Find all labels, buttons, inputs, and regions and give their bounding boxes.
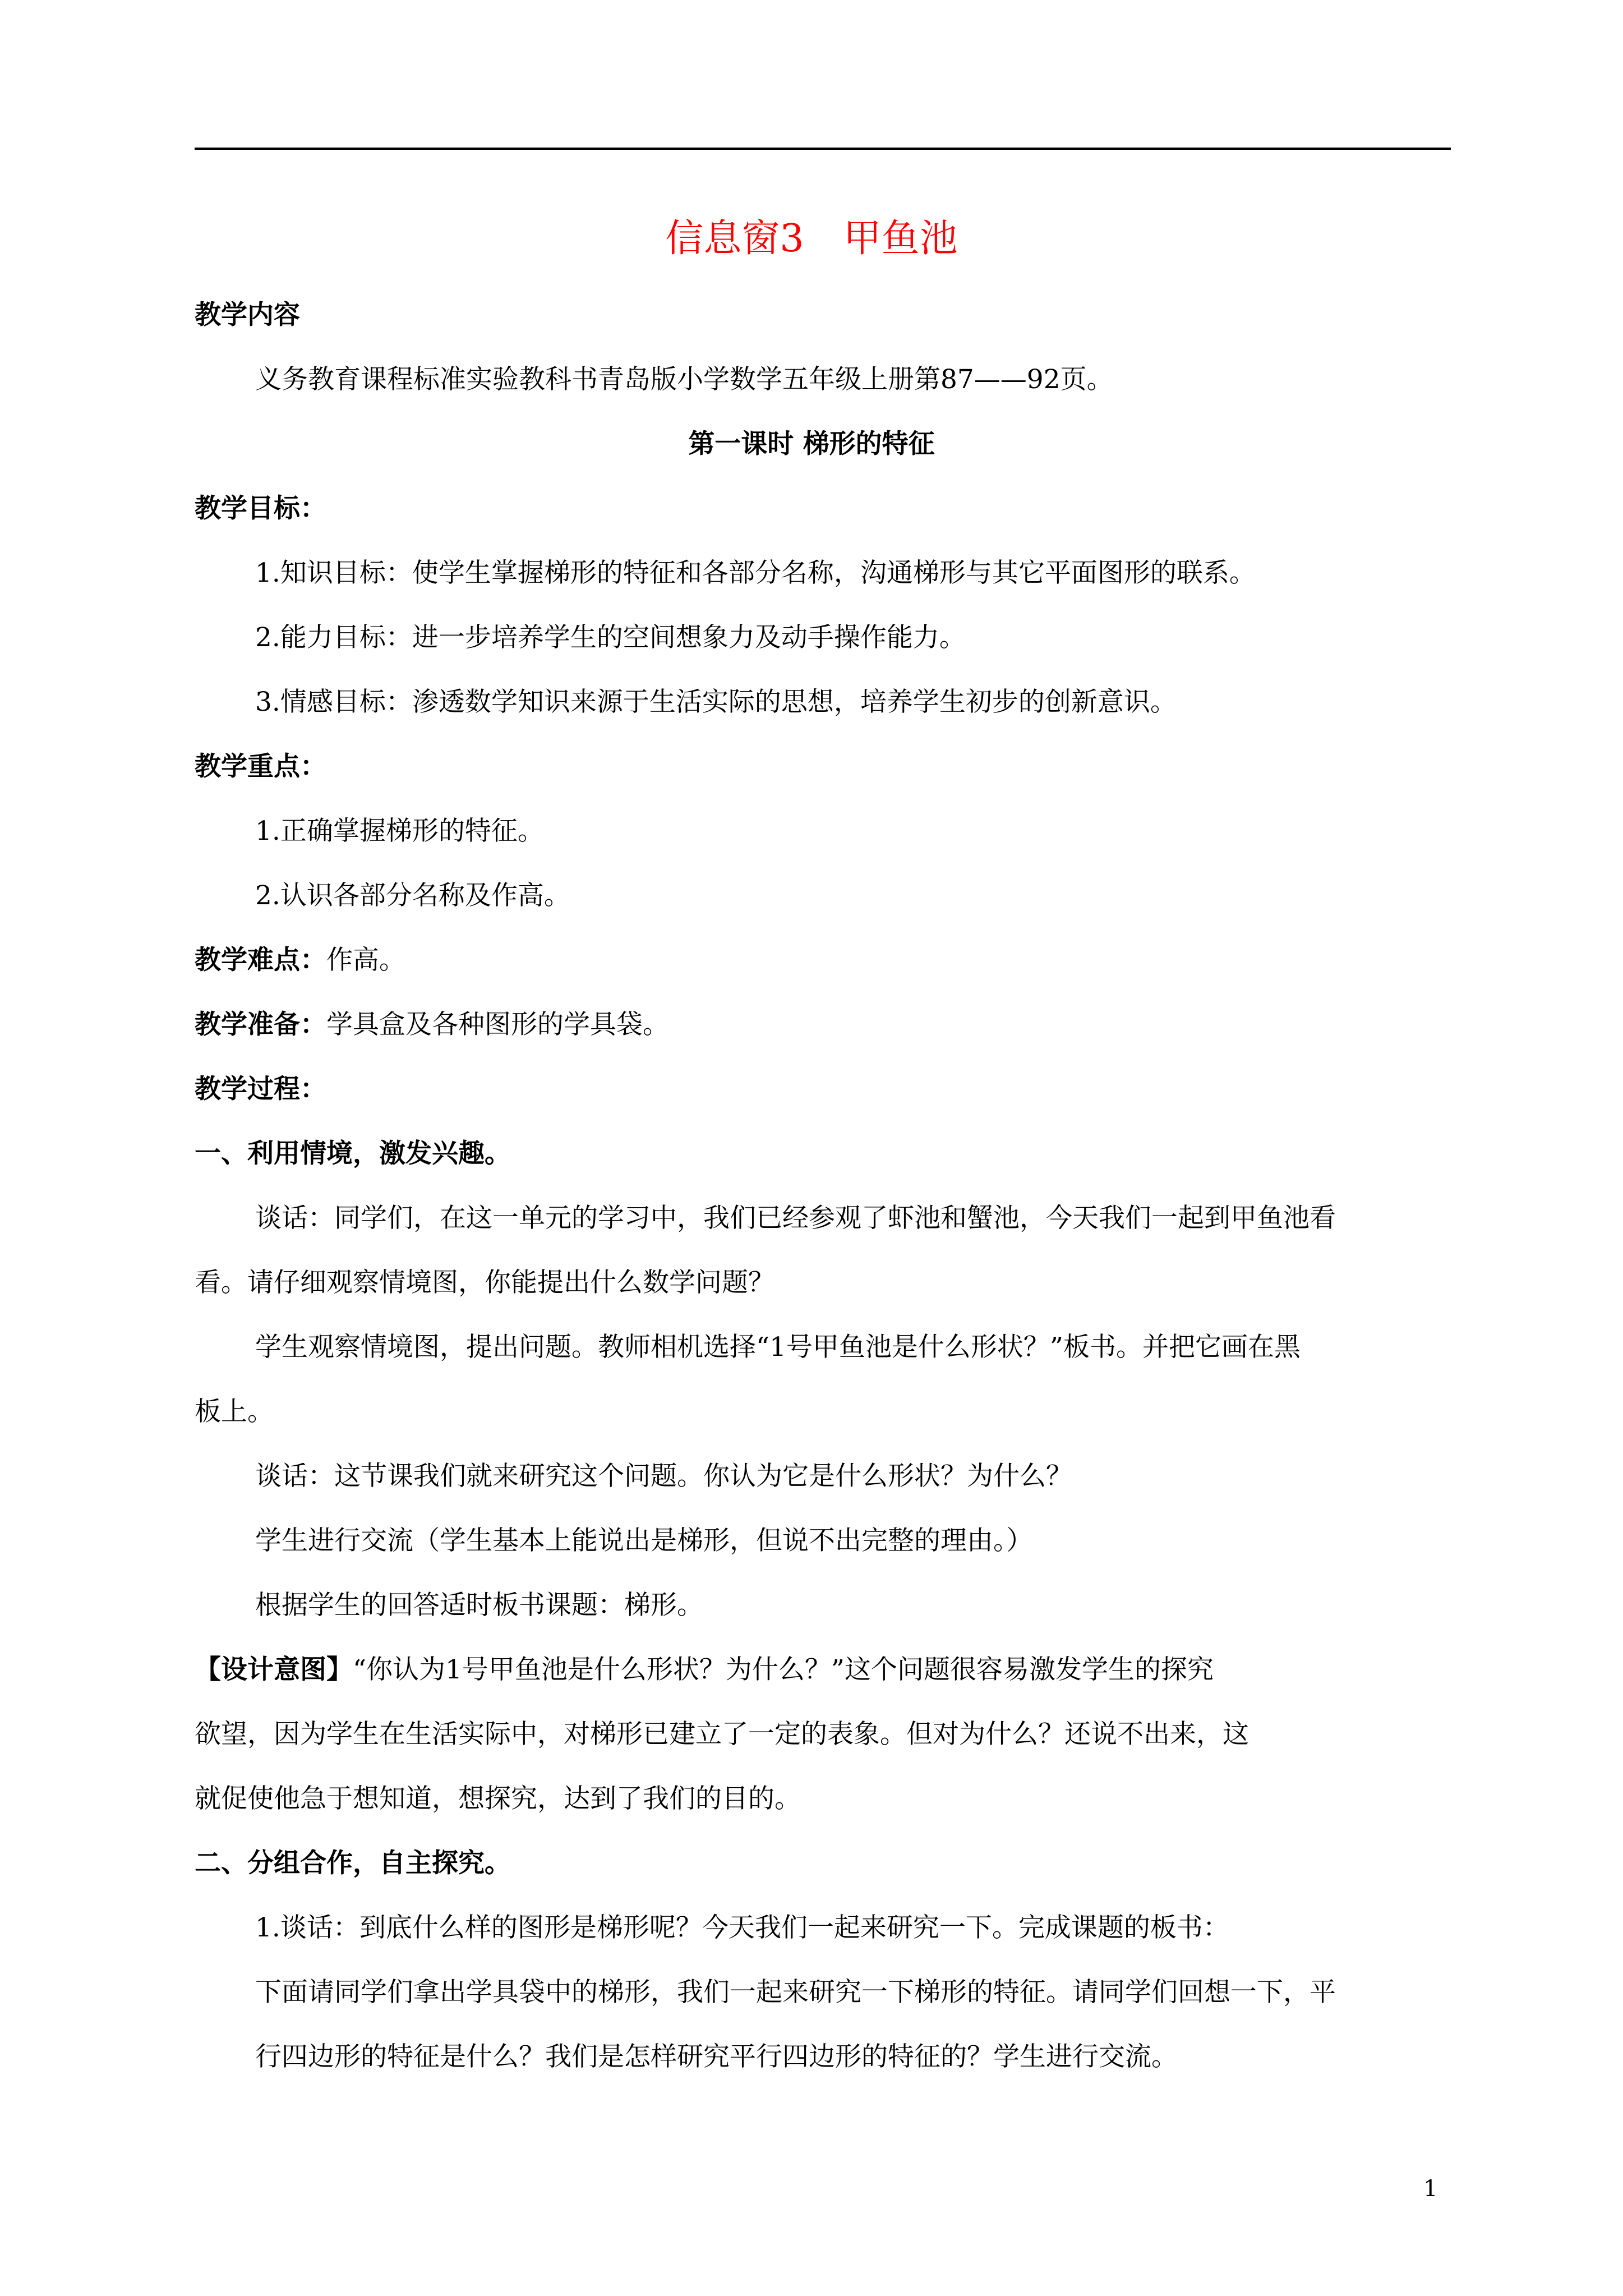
title-part2: 甲鱼池 — [843, 217, 958, 261]
objective-item: 3.情感目标：渗透数学知识来源于生活实际的思想，培养学生初步的创新意识。 — [255, 687, 1177, 717]
paragraph-line: 看。请仔细观察情境图，你能提出什么数学问题？ — [195, 1267, 774, 1298]
paragraph-line: 谈话：同学们，在这一单元的学习中，我们已经参观了虾池和蟹池，今天我们一起到甲鱼池看 — [255, 1203, 1336, 1234]
key-point-item: 2.认识各部分名称及作高。 — [255, 880, 570, 911]
design-intent-label: 【设计意图】 — [195, 1654, 353, 1685]
paragraph-line: 学生进行交流（学生基本上能说出是梯形，但说不出完整的理由。） — [255, 1525, 1033, 1556]
difficulty-text: 作高。 — [326, 945, 405, 976]
design-intent-text: “你认为1号甲鱼池是什么形状？为什么？”这个问题很容易激发学生的探究 — [353, 1654, 1214, 1685]
key-points-heading: 教学重点： — [195, 751, 326, 782]
difficulty-line — [195, 945, 405, 976]
lesson-title: 第一课时 梯形的特征 — [688, 429, 935, 459]
difficulty-label: 教学难点： — [195, 945, 326, 976]
design-intent-text: 就促使他急于想知道，想探究，达到了我们的目的。 — [195, 1783, 801, 1814]
paragraph-line: 板上。 — [195, 1396, 274, 1427]
objective-item: 1.知识目标：使学生掌握梯形的特征和各部分名称，沟通梯形与其它平面图形的联系。 — [255, 558, 1256, 588]
paragraph-line: 根据学生的回答适时板书课题：梯形。 — [255, 1590, 703, 1621]
paragraph-line: 谈话：这节课我们就来研究这个问题。你认为它是什么形状？为什么？ — [255, 1461, 1072, 1492]
objectives-heading: 教学目标： — [195, 493, 326, 524]
page-number: 1 — [1423, 2176, 1438, 2202]
preparation-text: 学具盒及各种图形的学具袋。 — [326, 1009, 669, 1040]
design-intent-line — [195, 1654, 1214, 1685]
part2-heading: 二、分组合作，自主探究。 — [195, 1848, 511, 1879]
content-heading: 教学内容 — [195, 300, 300, 330]
content-text: 义务教育课程标准实验教科书青岛版小学数学五年级上册第87——92页。 — [255, 364, 1113, 395]
paragraph-line: 学生观察情境图，提出问题。教师相机选择“1号甲鱼池是什么形状？”板书。并把它画在黑 — [255, 1332, 1301, 1363]
key-point-item: 1.正确掌握梯形的特征。 — [255, 816, 544, 846]
paragraph-line: 1.谈话：到底什么样的图形是梯形呢？今天我们一起来研究一下。完成课题的板书： — [255, 1912, 1229, 1943]
header-rule — [195, 148, 1451, 150]
design-intent-text: 欲望，因为学生在生活实际中，对梯形已建立了一定的表象。但对为什么？还说不出来，这 — [195, 1719, 1249, 1750]
preparation-label: 教学准备： — [195, 1009, 326, 1040]
preparation-line — [195, 1011, 669, 1038]
objective-item: 2.能力目标：进一步培养学生的空间想象力及动手操作能力。 — [255, 622, 966, 653]
paragraph-line: 行四边形的特征是什么？我们是怎样研究平行四边形的特征的？学生进行交流。 — [255, 2041, 1178, 2072]
part1-heading: 一、利用情境，激发兴趣。 — [195, 1138, 511, 1169]
paragraph-line: 下面请同学们拿出学具袋中的梯形，我们一起来研究一下梯形的特征。请同学们回想一下，平 — [255, 1977, 1336, 2008]
title-part1: 信息窗3 — [665, 217, 804, 261]
page-title — [0, 217, 1623, 261]
process-heading: 教学过程： — [195, 1074, 326, 1105]
